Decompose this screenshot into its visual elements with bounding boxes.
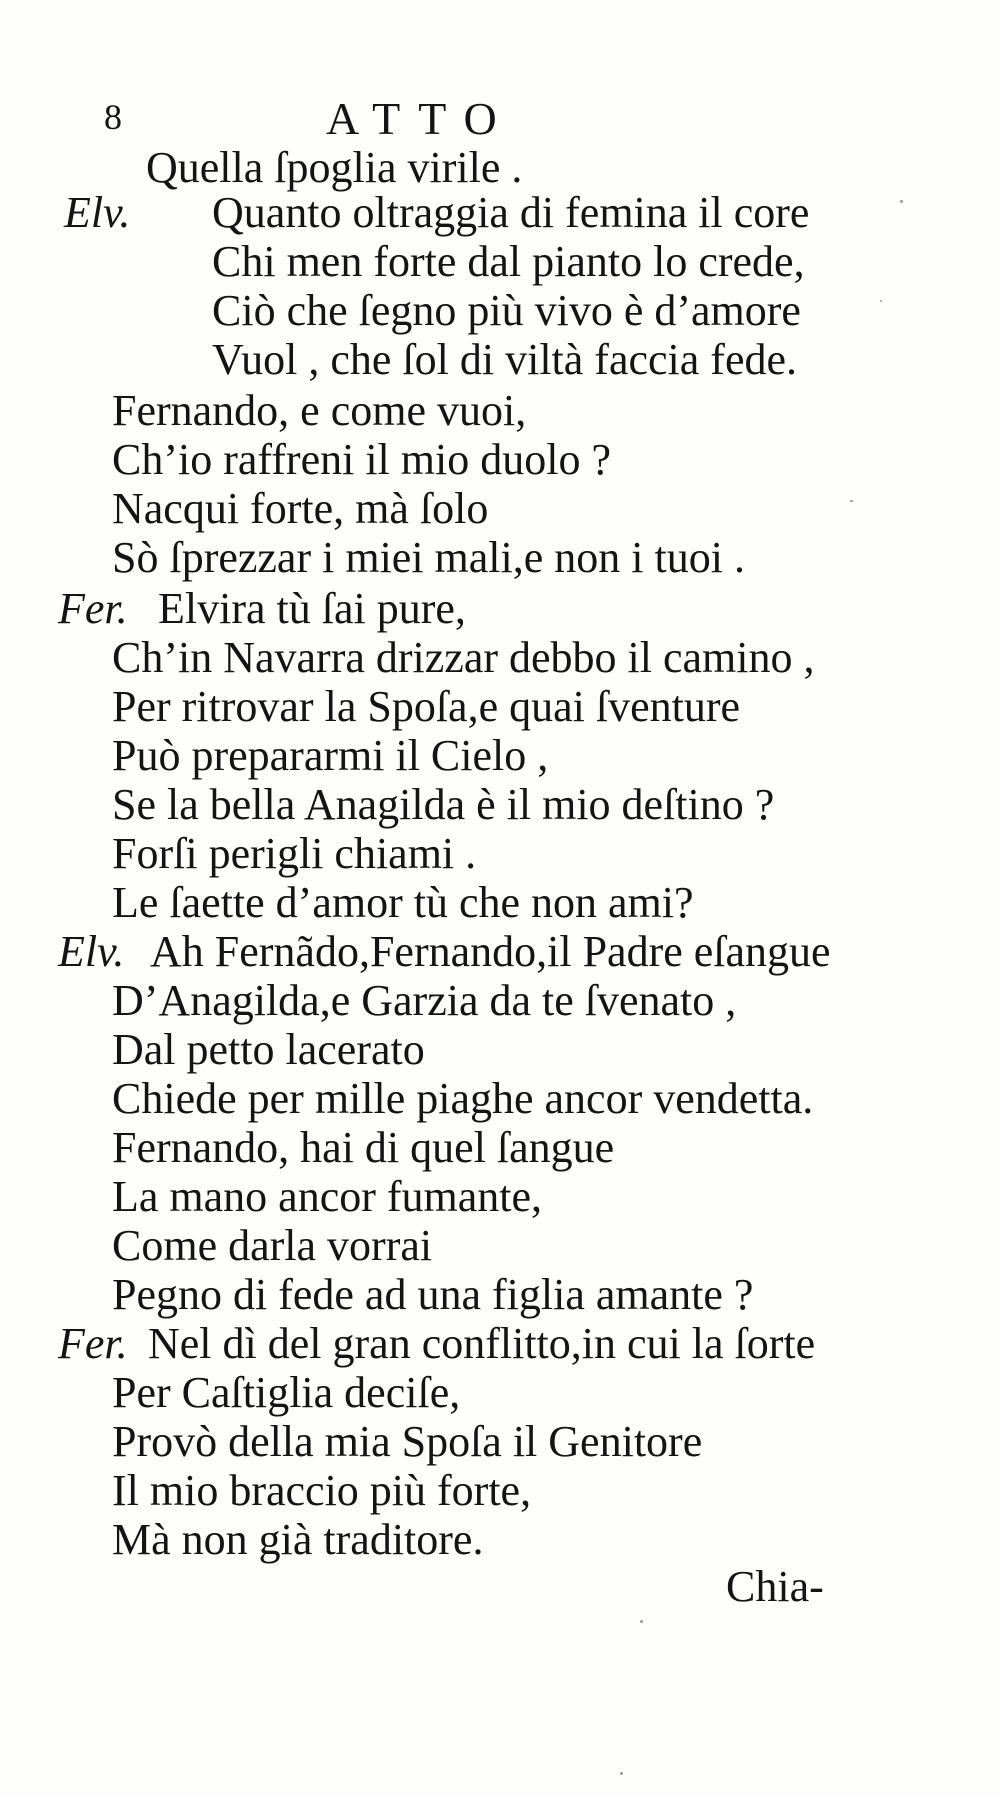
verse-line: Ch’in Navarra drizzar debbo il camino , (112, 633, 815, 682)
paper-speck (880, 300, 882, 302)
speaker-label: Elv. (64, 188, 131, 237)
verse-line: Può prepararmi il Cielo , (112, 731, 549, 780)
verse-line: Fernando, hai di quel ſangue (112, 1123, 615, 1172)
verse-line: Ciò che ſegno più vivo è d’amore (212, 286, 801, 335)
page-header (104, 92, 704, 142)
speaker-label: Fer. (58, 1319, 128, 1368)
verse-line: Chiede per mille piaghe ancor vendetta. (112, 1074, 814, 1123)
verse-line: Se la bella Anagilda è il mio deſtino ? (112, 780, 775, 829)
paper-speck (640, 1620, 643, 1623)
verse-line: Ah Fernãdo,Fernando,il Padre eſangue (150, 927, 831, 976)
verse-line: Mà non già traditore. (112, 1515, 484, 1564)
verse-line: Vuol , che ſol di viltà faccia fede. (212, 335, 797, 384)
verse-line: Nel dì del gran conflitto,in cui la ſorte (148, 1319, 816, 1368)
speaker-label: Elv. (58, 927, 125, 976)
verse-line: Chi men forte dal pianto lo crede, (212, 237, 805, 286)
running-head: ATTO (326, 93, 515, 144)
verse-line: Forſi perigli chiami . (112, 829, 477, 878)
speaker-label: Fer. (58, 584, 128, 633)
verse-line: Per ritrovar la Spoſa,e quai ſventure (112, 682, 741, 731)
verse-line: Sò ſprezzar i miei mali,e non i tuoi . (112, 533, 745, 582)
paper-speck (900, 200, 903, 203)
verse-line: Quanto oltraggia di femina il core (212, 188, 810, 237)
verse-line: D’Anagilda,e Garzia da te ſvenato , (112, 976, 737, 1025)
verse-line: Ch’io raffreni il mio duolo ? (112, 435, 611, 484)
paper-speck (850, 500, 853, 502)
paper-speck (620, 1772, 623, 1775)
verse-line: Per Caſtiglia deciſe, (112, 1368, 461, 1417)
verse-line: Elvira tù ſai pure, (158, 584, 466, 633)
verse-line: Fernando, e come vuoi, (112, 386, 527, 435)
verse-line: Il mio braccio più forte, (112, 1466, 532, 1515)
page-number: 8 (104, 97, 122, 137)
verse-line: Quella ſpoglia virile . (146, 143, 523, 192)
verse-line: Come darla vorrai (112, 1221, 433, 1270)
verse-line: Provò della mia Spoſa il Genitore (112, 1417, 703, 1466)
catchword: Chia- (726, 1562, 824, 1611)
verse-line: La mano ancor fumante, (112, 1172, 543, 1221)
verse-line: Pegno di fede ad una figlia amante ? (112, 1270, 754, 1319)
verse-line: Nacqui forte, mà ſolo (112, 484, 489, 533)
verse-line: Le ſaette d’amor tù che non ami? (112, 878, 694, 927)
verse-line: Dal petto lacerato (112, 1025, 425, 1074)
